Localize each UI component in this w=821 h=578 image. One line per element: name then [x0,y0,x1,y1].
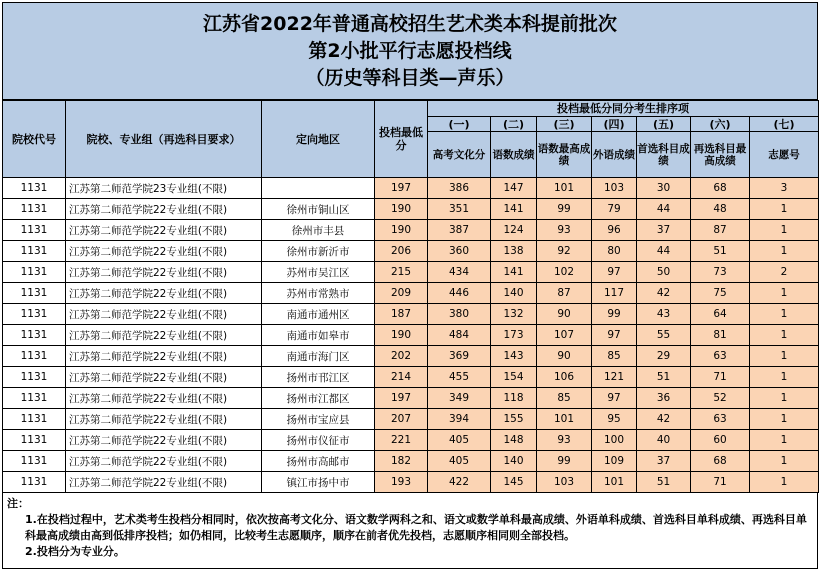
table-cell: 85 [537,388,592,409]
table-cell: 99 [537,451,592,472]
table-cell: 173 [491,325,537,346]
table-cell: 江苏第二师范学院22专业组(不限) [66,430,262,451]
table-cell: 148 [491,430,537,451]
table-cell: 江苏第二师范学院22专业组(不限) [66,409,262,430]
table-cell: 387 [428,220,491,241]
table-row [3,241,819,262]
table-cell: 369 [428,346,491,367]
table-cell: 1131 [3,199,66,220]
table-cell: 1 [750,220,819,241]
table-cell: 60 [691,430,750,451]
table-cell: 214 [375,367,428,388]
table-row [3,430,819,451]
notes-label: 注： [7,497,29,510]
table-cell: 96 [592,220,637,241]
header-rank-num: (七) [750,117,819,132]
table-row [3,451,819,472]
table-cell: 江苏第二师范学院22专业组(不限) [66,325,262,346]
table-cell: 405 [428,451,491,472]
table-cell: 380 [428,304,491,325]
header-rank-label: 高考文化分 [428,132,491,178]
table-cell: 422 [428,472,491,493]
table-cell: 江苏第二师范学院22专业组(不限) [66,199,262,220]
table-cell: 106 [537,367,592,388]
table-cell: 215 [375,262,428,283]
table-cell: 1 [750,346,819,367]
table-cell: 394 [428,409,491,430]
table-cell: 140 [491,283,537,304]
table-cell: 55 [637,325,691,346]
title-block [2,2,818,100]
table-cell: 江苏第二师范学院22专业组(不限) [66,472,262,493]
header-rank-label: 外语成绩 [592,132,637,178]
table-row [3,388,819,409]
table-cell: 97 [592,388,637,409]
table-cell: 1131 [3,304,66,325]
table-cell: 1131 [3,178,66,199]
table-cell: 1 [750,472,819,493]
table-cell: 1131 [3,451,66,472]
table-row [3,325,819,346]
notes-section [2,493,818,569]
table-cell: 扬州市江都区 [262,388,375,409]
header-school-code: 院校代号 [3,101,66,178]
table-cell: 南通市通州区 [262,304,375,325]
table-cell: 118 [491,388,537,409]
table-cell: 1 [750,367,819,388]
header-school-group: 院校、专业组（再选科目要求） [66,101,262,178]
table-cell: 386 [428,178,491,199]
table-cell: 138 [491,241,537,262]
table-row [3,199,819,220]
table-row [3,472,819,493]
score-table [2,100,819,493]
note-item-2: 2.投档分为专业分。 [25,545,125,558]
table-cell: 92 [537,241,592,262]
table-cell: 48 [691,199,750,220]
table-cell: 1131 [3,430,66,451]
header-rank-label: 首选科目成绩 [637,132,691,178]
table-row [3,346,819,367]
header-rank-num: (三) [537,117,592,132]
table-cell: 扬州市邗江区 [262,367,375,388]
table-cell: 1131 [3,346,66,367]
table-cell: 51 [637,367,691,388]
table-cell: 349 [428,388,491,409]
table-cell: 103 [592,178,637,199]
table-cell: 206 [375,241,428,262]
table-body [3,178,819,493]
header-rank-num: (五) [637,117,691,132]
table-cell: 75 [691,283,750,304]
table-cell: 42 [637,283,691,304]
header-rank-label: 再选科目最高成绩 [691,132,750,178]
table-cell: 207 [375,409,428,430]
table-header [3,101,819,178]
table-cell: 江苏第二师范学院22专业组(不限) [66,304,262,325]
table-cell: 187 [375,304,428,325]
table-cell: 1 [750,388,819,409]
table-cell: 南通市海门区 [262,346,375,367]
table-cell: 江苏第二师范学院23专业组(不限) [66,178,262,199]
table-cell: 63 [691,346,750,367]
table-cell: 42 [637,409,691,430]
table-cell: 81 [691,325,750,346]
table-cell: 68 [691,451,750,472]
table-cell: 43 [637,304,691,325]
table-cell: 85 [592,346,637,367]
table-cell: 江苏第二师范学院22专业组(不限) [66,388,262,409]
table-cell: 87 [691,220,750,241]
table-cell: 64 [691,304,750,325]
table-row [3,409,819,430]
table-cell: 44 [637,241,691,262]
table-cell: 68 [691,178,750,199]
table-cell: 90 [537,346,592,367]
table-row [3,367,819,388]
table-cell: 徐州市丰县 [262,220,375,241]
table-cell: 102 [537,262,592,283]
table-cell: 扬州市高邮市 [262,451,375,472]
table-cell: 江苏第二师范学院22专业组(不限) [66,241,262,262]
table-cell: 71 [691,472,750,493]
table-cell: 37 [637,220,691,241]
table-cell: 79 [592,199,637,220]
table-cell: 155 [491,409,537,430]
table-cell: 190 [375,325,428,346]
table-cell: 1131 [3,388,66,409]
table-cell: 1131 [3,472,66,493]
header-rank-num: (四) [592,117,637,132]
table-cell: 455 [428,367,491,388]
table-cell: 扬州市宝应县 [262,409,375,430]
table-cell: 44 [637,199,691,220]
table-row [3,178,819,199]
table-cell: 50 [637,262,691,283]
table-cell: 193 [375,472,428,493]
table-cell: 1131 [3,367,66,388]
note-item-1: 1.在投档过程中，艺术类考生投档分相同时，依次按高考文化分、语文数学两科之和、语文或数学单科最高成绩、外语单科成绩、首选科目单科成绩、再选科目单科最高成绩由高到低排序投档；如仍相同，比较考生志愿顺序，顺序在前者优先投档，志愿顺序相同则全部投档。 [25,513,807,542]
table-cell: 3 [750,178,819,199]
table-cell: 190 [375,199,428,220]
title-line-1: 江苏省2022年普通高校招生艺术类本科提前批次 [203,12,617,35]
table-cell: 197 [375,388,428,409]
table-cell: 1 [750,325,819,346]
table-cell: 140 [491,451,537,472]
table-cell: 351 [428,199,491,220]
header-rank-label: 语数成绩 [491,132,537,178]
table-cell: 南通市如皋市 [262,325,375,346]
table-cell: 121 [592,367,637,388]
table-cell: 202 [375,346,428,367]
table-cell: 97 [592,262,637,283]
table-cell: 101 [592,472,637,493]
header-min-score: 投档最低分 [375,101,428,178]
table-cell: 209 [375,283,428,304]
table-cell: 36 [637,388,691,409]
table-row [3,220,819,241]
table-cell: 扬州市仪征市 [262,430,375,451]
table-cell: 93 [537,430,592,451]
table-cell: 江苏第二师范学院22专业组(不限) [66,220,262,241]
table-cell: 71 [691,367,750,388]
header-rank-num: (二) [491,117,537,132]
table-cell: 52 [691,388,750,409]
table-cell: 103 [537,472,592,493]
table-cell: 147 [491,178,537,199]
table-cell: 1 [750,451,819,472]
table-cell: 143 [491,346,537,367]
table-cell: 97 [592,325,637,346]
table-cell: 221 [375,430,428,451]
table-cell: 1 [750,304,819,325]
table-cell: 99 [537,199,592,220]
table-cell: 80 [592,241,637,262]
table-row [3,262,819,283]
table-cell: 1 [750,241,819,262]
header-rank-group: 投档最低分同分考生排序项 [428,101,819,117]
table-cell: 江苏第二师范学院22专业组(不限) [66,346,262,367]
table-cell: 101 [537,409,592,430]
header-rank-label: 志愿号 [750,132,819,178]
table-cell: 182 [375,451,428,472]
table-cell: 93 [537,220,592,241]
table-cell: 101 [537,178,592,199]
table-cell: 190 [375,220,428,241]
table-cell: 446 [428,283,491,304]
table-cell: 40 [637,430,691,451]
table-cell: 江苏第二师范学院22专业组(不限) [66,451,262,472]
table-cell: 1 [750,283,819,304]
table-cell: 434 [428,262,491,283]
table-cell: 63 [691,409,750,430]
table-cell: 1131 [3,220,66,241]
table-cell: 苏州市吴江区 [262,262,375,283]
table-cell: 90 [537,304,592,325]
table-cell: 73 [691,262,750,283]
table-cell [262,178,375,199]
table-cell: 1131 [3,325,66,346]
table-cell: 132 [491,304,537,325]
table-cell: 484 [428,325,491,346]
admission-score-sheet [2,2,818,569]
table-cell: 30 [637,178,691,199]
table-cell: 江苏第二师范学院22专业组(不限) [66,367,262,388]
table-cell: 117 [592,283,637,304]
title-line-2: 第2小批平行志愿投档线 [308,39,512,62]
table-cell: 145 [491,472,537,493]
table-cell: 徐州市新沂市 [262,241,375,262]
table-row [3,283,819,304]
header-rank-num: (一) [428,117,491,132]
table-cell: 镇江市扬中市 [262,472,375,493]
header-region: 定向地区 [262,101,375,178]
table-cell: 1 [750,199,819,220]
table-cell: 141 [491,199,537,220]
table-cell: 2 [750,262,819,283]
header-rank-num: (六) [691,117,750,132]
table-cell: 100 [592,430,637,451]
title-line-3: （历史等科目类—声乐） [305,66,515,89]
table-cell: 徐州市铜山区 [262,199,375,220]
table-cell: 107 [537,325,592,346]
table-cell: 141 [491,262,537,283]
table-cell: 99 [592,304,637,325]
table-cell: 197 [375,178,428,199]
table-cell: 29 [637,346,691,367]
table-cell: 124 [491,220,537,241]
table-cell: 苏州市常熟市 [262,283,375,304]
table-cell: 江苏第二师范学院22专业组(不限) [66,283,262,304]
header-rank-label: 语数最高成绩 [537,132,592,178]
table-cell: 87 [537,283,592,304]
table-row [3,304,819,325]
table-cell: 1 [750,409,819,430]
table-cell: 154 [491,367,537,388]
table-cell: 37 [637,451,691,472]
table-cell: 1131 [3,283,66,304]
table-cell: 51 [691,241,750,262]
table-cell: 405 [428,430,491,451]
table-cell: 109 [592,451,637,472]
table-cell: 1131 [3,262,66,283]
table-cell: 51 [637,472,691,493]
table-cell: 1 [750,430,819,451]
table-cell: 1131 [3,241,66,262]
table-cell: 1131 [3,409,66,430]
table-cell: 360 [428,241,491,262]
table-cell: 95 [592,409,637,430]
table-cell: 江苏第二师范学院22专业组(不限) [66,262,262,283]
